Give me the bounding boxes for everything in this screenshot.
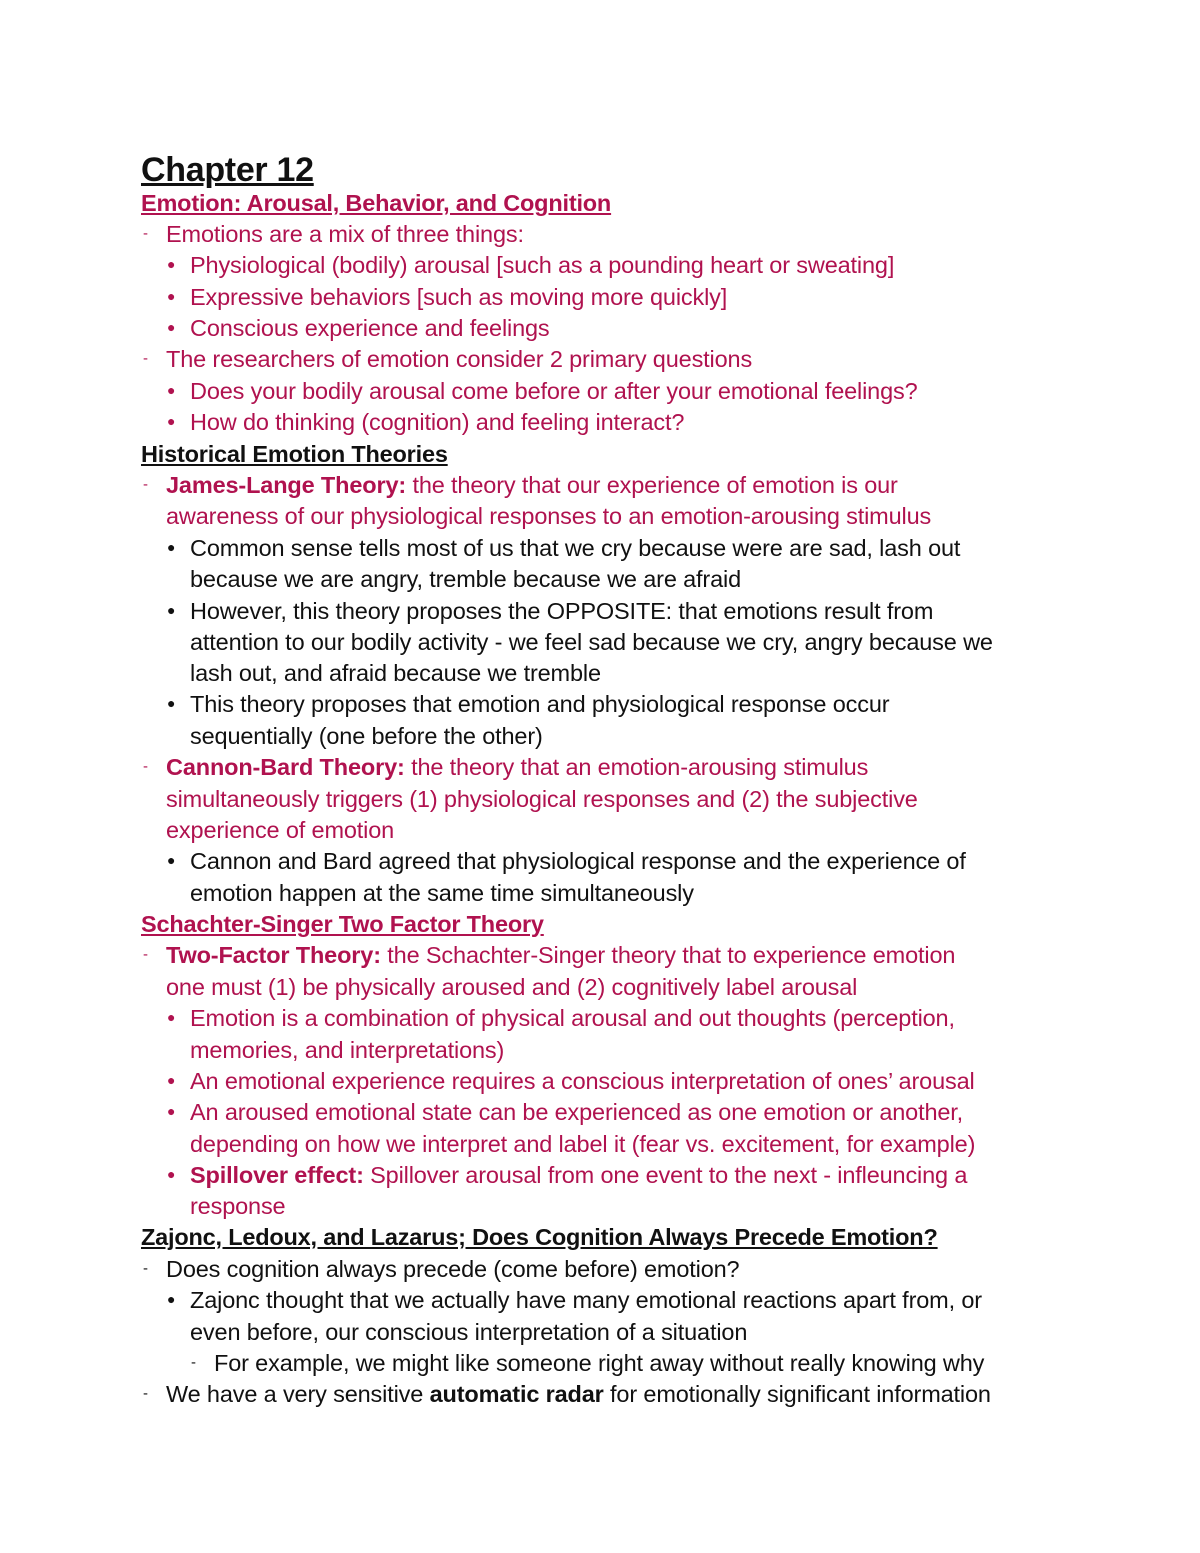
list-item-continuation: simultaneously triggers (1) physiological responses and (2) the subjective — [166, 786, 918, 812]
bullet-marker: ● — [167, 319, 176, 335]
bullet-marker: ● — [167, 288, 176, 304]
chapter-title: Chapter 12 — [141, 151, 314, 189]
dash-marker: - — [143, 476, 148, 493]
bullet-marker: ● — [167, 852, 176, 868]
list-item-continuation: memories, and interpretations) — [190, 1037, 505, 1063]
term: Spillover effect: — [190, 1162, 364, 1188]
bullet-marker: ● — [167, 382, 176, 398]
list-item: Does your bodily arousal come before or after your emotional feelings? — [190, 378, 918, 404]
list-item: Conscious experience and feelings — [190, 315, 550, 341]
dash-marker: - — [143, 350, 148, 367]
bullet-marker: ● — [167, 256, 176, 272]
list-item: However, this theory proposes the OPPOSITE: that emotions result from — [190, 598, 934, 624]
list-item: This theory proposes that emotion and physiological response occur — [190, 691, 890, 717]
list-item: How do thinking (cognition) and feeling interact? — [190, 409, 685, 435]
term: Two-Factor Theory: — [166, 942, 381, 968]
list-item-continuation: experience of emotion — [166, 817, 395, 843]
text: We have a very sensitive — [166, 1381, 424, 1407]
list-item-continuation: response — [190, 1193, 286, 1219]
list-item: An aroused emotional state can be experienced as one emotion or another, — [190, 1099, 964, 1125]
dash-marker: - — [143, 758, 148, 775]
text: for emotionally significant information — [610, 1381, 991, 1407]
dash-marker: - — [143, 225, 148, 242]
list-item: Does cognition always precede (come before) emotion? — [166, 1256, 740, 1282]
list-item-continuation: even before, our conscious interpretation of a situation — [190, 1319, 748, 1345]
list-item-continuation: lash out, and afraid because we tremble — [190, 660, 601, 686]
list-item — [166, 752, 868, 783]
list-item: For example, we might like someone right away without really knowing why — [214, 1350, 985, 1376]
list-item — [166, 940, 955, 971]
dash-marker: - — [191, 1354, 196, 1371]
section-heading: Zajonc, Ledoux, and Lazarus; Does Cognition Always Precede Emotion? — [141, 1224, 938, 1250]
dash-marker: - — [143, 1260, 148, 1277]
list-item-continuation: sequentially (one before the other) — [190, 723, 543, 749]
list-item-continuation: emotion happen at the same time simultaneously — [190, 880, 694, 906]
list-item-continuation: one must (1) be physically aroused and (2) cognitively label arousal — [166, 974, 858, 1000]
bullet-marker: ● — [167, 602, 176, 618]
list-item — [166, 470, 898, 501]
bullet-marker: ● — [167, 539, 176, 555]
list-item-continuation: awareness of our physiological responses to an emotion-arousing stimulus — [166, 503, 932, 529]
bullet-marker: ● — [167, 1166, 176, 1182]
bullet-marker: ● — [167, 1103, 176, 1119]
bullet-marker: ● — [167, 1009, 176, 1025]
section-heading: Historical Emotion Theories — [141, 441, 448, 467]
list-item — [190, 1160, 967, 1191]
definition: Spillover arousal from one event to the next - infleuncing a — [370, 1162, 968, 1188]
emphasis: automatic radar — [429, 1381, 604, 1407]
list-item: Emotions are a mix of three things: — [166, 221, 524, 247]
list-item-continuation: depending on how we interpret and label it (fear vs. excitement, for example) — [190, 1131, 976, 1157]
list-item — [166, 1379, 991, 1410]
list-item: An emotional experience requires a conscious interpretation of ones’ arousal — [190, 1068, 975, 1094]
bullet-marker: ● — [167, 695, 176, 711]
list-item: Expressive behaviors [such as moving more quickly] — [190, 284, 728, 310]
list-item: Cannon and Bard agreed that physiological response and the experience of — [190, 848, 966, 874]
bullet-marker: ● — [167, 1072, 176, 1088]
list-item-continuation: attention to our bodily activity - we feel sad because we cry, angry because we — [190, 629, 993, 655]
dash-marker: - — [143, 1385, 148, 1402]
list-item: The researchers of emotion consider 2 primary questions — [166, 346, 753, 372]
definition: the theory that our experience of emotion is our — [412, 472, 898, 498]
term: Cannon-Bard Theory: — [166, 754, 405, 780]
list-item-continuation: because we are angry, tremble because we are afraid — [190, 566, 742, 592]
list-item: Emotion is a combination of physical arousal and out thoughts (perception, — [190, 1005, 955, 1031]
definition: the theory that an emotion-arousing stimulus — [411, 754, 869, 780]
section-heading: Emotion: Arousal, Behavior, and Cognition — [141, 190, 612, 216]
list-item: Physiological (bodily) arousal [such as a pounding heart or sweating] — [190, 252, 895, 278]
section-heading: Schachter-Singer Two Factor Theory — [141, 911, 544, 937]
dash-marker: - — [143, 946, 148, 963]
term: James-Lange Theory: — [166, 472, 407, 498]
definition: the Schachter-Singer theory that to experience emotion — [387, 942, 956, 968]
list-item: Zajonc thought that we actually have many emotional reactions apart from, or — [190, 1287, 982, 1313]
bullet-marker: ● — [167, 413, 176, 429]
list-item: Common sense tells most of us that we cry because were are sad, lash out — [190, 535, 961, 561]
bullet-marker: ● — [167, 1291, 176, 1307]
